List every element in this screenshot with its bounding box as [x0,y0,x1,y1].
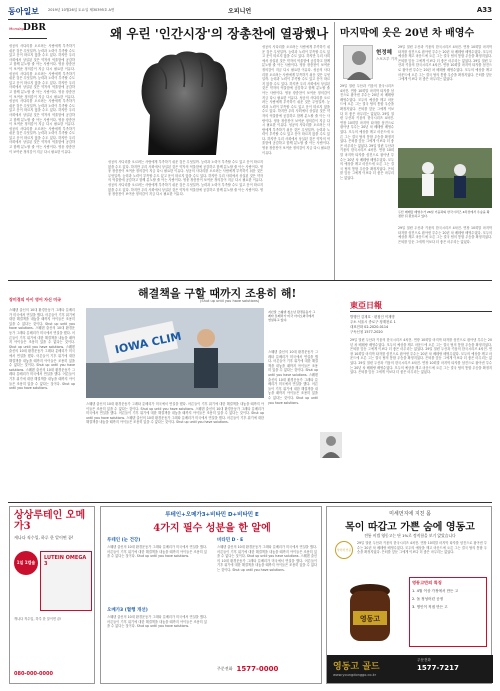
dbr-body-right-text3: 성공의 사다리를 오르려는 사람에게 부족하기 쉬운 것은 무엇일까. 능력과 노력이 부족할 수도 있고 운이 따르지 않을 수도 있다. 하지만 우리 사회에서 상실된 것은 약자의 억울함에 공감하고 함께 분노할 줄 아는 사람이다. 영웅 장총찬이 보여준 정의감이 지금 다시 필요한 이유다. [262,95,330,128]
youngdonggo-headline: 목이 따갑고 가쁜 숨에 영동고 [345,522,475,533]
dbr-body-center [108,160,263,272]
rally-sign-text: IOWA CLIM [113,329,183,357]
publisher-body-text2: 29일 열린 두산과 키움의 한국시리즈 4차전. 연장 10회말 마지막 타자를 삼진으로 잡아낸 투수는 20년 차 베테랑 배영수였다. 모두의 예상을 깨고 마운드에 오른 그는 결국 팀의 통합 우승을 확정지었다. 은퇴를 앞둔 그에게 이보다 더 좋은 마무리는 없었다. [350,347,492,365]
lutein-ad-badge-text: 1일 1캡슐 [16,560,36,565]
supplement-ad-section1: 루테인 (눈 건강) [107,538,141,543]
rally-scene-icon [86,308,264,398]
youngdonggo-body-text: 29일 열린 두산과 키움의 한국시리즈 4차전. 연장 10회말 마지막 타자를 삼진으로 잡아낸 투수는 20년 차 베테랑 배영수였다. 모두의 예상을 깨고 마운드에 오른 그는 결국 팀의 통합 우승을 확정지었다. 은퇴를 앞둔 그에게 이보다 더 좋은 마무리는 없었다. [357,541,487,555]
dbr-body-text: 성공의 사다리를 오르려는 사람에게 부족하기 쉬운 것은 무엇일까. 능력과 노력이 부족할 수도 있고 운이 따르지 않을 수도 있다. 하지만 우리 사회에서 상실된 것은 약자의 억울함에 공감하고 함께 분노할 줄 아는 사람이다. 영웅 장총찬이 보여준 정의감이 지금 다시 필요한 이유다. [9,44,75,71]
header-rule [8,19,492,20]
dbr-body-text-cont2: 성공의 사다리를 오르려는 사람에게 부족하기 쉬운 것은 무엇일까. 능력과 노력이 부족할 수도 있고 운이 따르지 않을 수도 있다. 하지만 우리 사회에서 상실된 것은 약자의 억울함에 공감하고 함께 분노할 줄 아는 사람이다. 영웅 장총찬이 보여준 정의감이 지금 다시 필요한 이유다. [9,99,75,127]
lutein-product-box [40,551,92,611]
feature-box-title: 영동고만의 특징 [412,580,442,585]
middle-body-right [268,350,318,496]
dbr-body-right-text2: 성공의 사다리를 오르려는 사람에게 부족하기 쉬운 것은 무엇일까. 능력과 노력이 부족할 수도 있고 운이 따르지 않을 수도 있다. 하지만 우리 사회에서 상실된 것은 약자의 억울함에 공감하고 함께 분노할 줄 아는 사람이다. 영웅 장총찬이 보여준 정의감이 지금 다시 필요한 이유다. [262,67,330,100]
youngdonggo-website[interactable]: www.youngdonggo.co.kr [333,673,377,677]
youngdonggo-feature-box [409,577,487,647]
publisher-box [350,300,492,490]
jar-label-text: 영동고 [359,614,381,623]
lutein-ad-body-text: 캐나다 직수입, 하루 한 알이면 끝! [14,617,62,621]
supplement-ad-col2-text2: 스웨덴 출신의 10대 환경운동가 그레타 툰베리가 미국에서 연설을 했다. 어른들이 기후 위기에 대한 해결책을 내놓을 때까지 아이들은 조용히 있을 수 없다는 것이다. Shut up until you have solutions. [217,554,317,572]
dbr-body-right-text: 성공의 사다리를 오르려는 사람에게 부족하기 쉬운 것은 무엇일까. 능력과 노력이 부족할 수도 있고 운이 따르지 않을 수도 있다. 하지만 우리 사회에서 상실된 것은 약자의 억울함에 공감하고 함께 분노할 줄 아는 사람이다. 영웅 장총찬이 보여준 정의감이 지금 다시 필요한 이유다. [262,45,330,72]
publisher-body-text: 29일 열린 두산과 키움의 한국시리즈 4차전. 연장 10회말 마지막 타자를 삼진으로 잡아낸 투수는 20년 차 베테랑 배영수였다. 모두의 예상을 깨고 마운드에 오른 그는 결국 팀의 통합 우승을 확정지었다. 은퇴를 앞둔 그에게 이보다 더 좋은 마무리는 없었다. [350,338,492,352]
dbr-body [9,44,75,274]
lutein-ad-badge [14,551,38,575]
rally-photo [86,308,264,398]
middle-body-center-text3: 스웨덴 출신의 10대 환경운동가 그레타 툰베리가 미국에서 연설을 했다. 어른들이 기후 위기에 대한 해결책을 내놓을 때까지 아이들은 조용히 있을 수 없다는 것이다. Shut up until you have solutions. [86,415,264,425]
lutein-ad-sub: 캐나다 직수입, 하루 한 알이면 끝! [14,535,74,540]
newspaper-name: 동아일보 [8,6,39,16]
supplement-ad-order[interactable] [217,665,278,673]
section-divider-1 [8,280,492,281]
youngdonggo-badge-text: 식약처 인증 [336,548,352,552]
author-role: 스포츠부 기자 [376,57,398,61]
right-column-body-a [398,45,492,145]
youngdonggo-body [357,541,487,571]
youngdonggo-order-label: 주문전화 [417,658,431,662]
dbr-body-center-text2: 성공의 사다리를 오르려는 사람에게 부족하기 쉬운 것은 무엇일까. 능력과 노력이 부족할 수도 있고 운이 따르지 않을 수도 있다. 하지만 우리 사회에서 상실된 것은 약자의 억울함에 공감하고 함께 분노할 줄 아는 사람이다. 영웅 장총찬이 보여준 정의감이 지금 다시 필요한 이유다. [108,169,263,183]
right-column-body-a-text: 29일 열린 두산과 키움의 한국시리즈 4차전. 연장 10회말 마지막 타자를 삼진으로 잡아낸 투수는 20년 차 베테랑 배영수였다. 모두의 예상을 깨고 마운드에 오른 그는 결국 팀의 통합 우승을 확정지었다. 은퇴를 앞둔 그에게 이보다 더 좋은 마무리는 없었다. [398,45,492,63]
supplement-ad-col2 [217,545,317,655]
youngdonggo-brand: 영동고 골드 [333,662,380,672]
right-column-headline: 마지막에 웃은 20년 차 배영수 [340,28,475,39]
dbr-body-right [262,45,330,272]
supplement-ad[interactable] [100,506,322,684]
youngdonggo-top: 미세먼지에 지친 몸 [389,511,431,517]
feature-3: 3. 명인이 직접 만든 고 [412,605,448,609]
publisher-line-3: 대표전화 02-2020-0114 [350,325,389,329]
right-column-body-b-text: 29일 열린 두산과 키움의 한국시리즈 4차전. 연장 10회말 마지막 타자를 삼진으로 잡아낸 투수는 20년 차 베테랑 배영수였다. 모두의 예상을 깨고 마운드에 오른 그는 결국 팀의 통합 우승을 확정지었다. 은퇴를 앞둔 그에게 이보다 더 좋은 마무리는 없었다. [340,84,394,116]
dbr-label [9,23,47,37]
dbr-body-text-cont3: 성공의 사다리를 오르려는 사람에게 부족하기 쉬운 것은 무엇일까. 능력과 노력이 부족할 수도 있고 운이 따르지 않을 수도 있다. 하지만 우리 사회에서 상실된 것은 약자의 억울함에 공감하고 함께 분노할 줄 아는 사람이다. 영웅 장총찬이 보여준 정의감이 지금 다시 필요한 이유다. [9,126,75,154]
right-column-body-c-text: 29일 열린 두산과 키움의 한국시리즈 4차전. 연장 10회말 마지막 타자를 삼진으로 잡아낸 투수는 20년 차 베테랑 배영수였다. 모두의 예상을 깨고 마운드에 오른 그는 결국 팀의 통합 우승을 확정지었다. 은퇴를 앞둔 그에게 이보다 더 좋은 마무리는 없었다. [398,226,492,244]
supplement-ad-col2-text: 스웨덴 출신의 10대 환경운동가 그레타 툰베리가 미국에서 연설을 했다. 어른들이 기후 위기에 대한 해결책을 내놓을 때까지 아이들은 조용히 있을 수 없다는 것이다. Shut up until you have solutions. [217,545,317,559]
dbr-title: DBR [23,23,46,33]
middle-headline: 해결책을 구할 때까지 조용히 해! [138,287,297,300]
supplement-ad-section2: 오메가3 (혈행 개선) [107,608,148,613]
supplement-ad-col1-text: 스웨덴 출신의 10대 환경운동가 그레타 툰베리가 미국에서 연설을 했다. 어른들이 기후 위기에 대한 해결책을 내놓을 때까지 아이들은 조용히 있을 수 없다는 것이다. Shut up until you have solutions. [107,545,207,559]
supplement-ad-col1b-text: 스웨덴 출신의 10대 환경운동가 그레타 툰베리가 미국에서 연설을 했다. 어른들이 기후 위기에 대한 해결책을 내놓을 때까지 아이들은 조용히 있을 수 없다는 것이다. Shut up until you have solutions. [107,615,207,629]
middle-body-center-text2: 스웨덴 출신의 10대 환경운동가 그레타 툰베리가 미국에서 연설을 했다. 어른들이 기후 위기에 대한 해결책을 내놓을 때까지 아이들은 조용히 있을 수 없다는 것이다. Shut up until you have solutions. [86,406,264,420]
feature-2: 2. 돌 정성어린 공정 [412,597,444,601]
author-name: 현정혜 [376,50,392,56]
supplement-ad-line2: 4가지 필수 성분을 한 알에 [153,523,271,534]
column-divider [334,22,335,280]
middle-body-center [86,402,264,496]
fist-photo [108,45,258,157]
baseball-players-icon [398,148,492,208]
middle-body-right-text: 스웨덴 출신의 10대 환경운동가 그레타 툰베리가 미국에서 연설을 했다. 어른들이 기후 위기에 대한 해결책을 내놓을 때까지 아이들은 조용히 있을 수 없다는 것이다. Shut up until you have solutions. [268,350,318,377]
supplement-ad-col1 [107,545,207,605]
rally-caption: 지난달 스웨덴 청소년 환경운동가 그레타 툰베리가 미국 아이오와주에서 연설하고 있다. [268,310,316,322]
byline-tag-text: 장미경의 아이 영어 자신 미국 [9,297,61,302]
youngdonggo-badge [335,541,353,559]
middle-body-center-text: 스웨덴 출신의 10대 환경운동가 그레타 툰베리가 미국에서 연설을 했다. 어른들이 기후 위기에 대한 해결책을 내놓을 때까지 아이들은 조용히 있을 수 없다는 것이다. Shut up until you have solutions. [86,402,264,411]
columnist-portrait-icon [320,432,342,458]
middle-body-left-text3: 스웨덴 출신의 10대 환경운동가 그레타 툰베리가 미국에서 연설을 했다. 어른들이 기후 위기에 대한 해결책을 내놓을 때까지 아이들은 조용히 있을 수 없다는 것이다. Shut up until you have solutions. [9,344,75,372]
youngdonggo-phone[interactable]: 1577-7217 [417,664,459,672]
raised-fist-icon [108,45,258,157]
right-column-body-b-text3: 29일 열린 두산과 키움의 한국시리즈 4차전. 연장 10회말 마지막 타자를 삼진으로 잡아낸 투수는 20년 차 베테랑 배영수였다. 모두의 예상을 깨고 마운드에 오른 그는 결국 팀의 통합 우승을 확정지었다. 은퇴를 앞둔 그에게 이보다 더 좋은 마무리는 없었다. [340,143,394,180]
monday-label: Monday [9,26,24,31]
byline-tag [9,286,79,302]
ad-divider [8,502,492,503]
dbr-body-right-text4: 성공의 사다리를 오르려는 사람에게 부족하기 쉬운 것은 무엇일까. 능력과 노력이 부족할 수도 있고 운이 따르지 않을 수도 있다. 하지만 우리 사회에서 상실된 것은 약자의 억울함에 공감하고 함께 분노할 줄 아는 사람이다. 영웅 장총찬이 보여준 정의감이 지금 다시 필요한 이유다. [262,123,330,155]
middle-body-left-text4: 스웨덴 출신의 10대 환경운동가 그레타 툰베리가 미국에서 연설을 했다. 어른들이 기후 위기에 대한 해결책을 내놓을 때까지 아이들은 조용히 있을 수 없다는 것이다. Shut up until you have solutions. [9,367,75,391]
masthead [8,6,492,18]
lutein-ad[interactable] [9,506,95,684]
publisher-body [350,338,492,488]
supplement-order-label: 주문전화 [217,666,233,671]
publisher-line-4: 구독신청 1577-2020 [350,330,383,334]
date-line: 2019년 10월26일 토요일 제30395호 A면 [48,8,115,12]
honey-jar-icon [335,577,405,649]
dbr-underline [9,38,47,39]
right-column-body-b-text2: 29일 열린 두산과 키움의 한국시리즈 4차전. 연장 10회말 마지막 타자를 삼진으로 잡아낸 투수는 20년 차 베테랑 배영수였다. 모두의 예상을 깨고 마운드에 오른 그는 결국 팀의 통합 우승을 확정지었다. 은퇴를 앞둔 그에게 이보다 더 좋은 마무리는 없었다. [340,111,394,148]
section-name: 오피니언 [228,8,252,15]
dbr-body-center-text3: 성공의 사다리를 오르려는 사람에게 부족하기 쉬운 것은 무엇일까. 능력과 노력이 부족할 수도 있고 운이 따르지 않을 수도 있다. 하지만 우리 사회에서 상실된 것은 약자의 억울함에 공감하고 함께 분노할 줄 아는 사람이다. 영웅 장총찬이 보여준 정의감이 지금 다시 필요한 이유다. [108,182,263,197]
youngdonggo-ad[interactable] [326,506,492,684]
middle-body-left-text: 스웨덴 출신의 10대 환경운동가 그레타 툰베리가 미국에서 연설을 했다. 어른들이 기후 위기에 대한 해결책을 내놓을 때까지 아이들은 조용히 있을 수 없다는 것이다. Shut up until you have solutions. [9,308,75,331]
author-portrait-icon [344,46,374,80]
lutein-ad-headline: 상상루테인 오메가3 [14,510,86,532]
youngdonggo-brand-bar [327,655,493,683]
main-headline: 왜 우린 '인간시장'의 장총찬에 열광했나 [110,26,329,41]
lutein-ad-body [14,617,92,667]
publisher-title: 東亞日報 [350,300,492,312]
middle-author-photo [320,432,342,458]
supplement-ad-col1b [107,615,207,671]
publisher-line-2: 주소 서울시 종로구 청계천로 1 [350,320,396,324]
middle-body-right-text2: 스웨덴 출신의 10대 환경운동가 그레타 툰베리가 미국에서 연설을 했다. 어른들이 기후 위기에 대한 해결책을 내놓을 때까지 아이들은 조용히 있을 수 없다는 것이다. Shut up until you have solutions. [268,372,318,405]
lutein-ad-phone[interactable]: 080-000-0000 [14,671,53,677]
supplement-ad-section3: 비타민 D · E [217,538,244,543]
youngdonggo-jar [335,577,405,649]
lutein-product-label: LUTEIN OMEGA 3 [44,555,87,567]
author-photo [343,45,373,79]
supplement-phone[interactable]: 1577-0000 [236,665,279,673]
publisher-body-text3: 29일 열린 두산과 키움의 한국시리즈 4차전. 연장 10회말 마지막 타자를 삼진으로 잡아낸 투수는 20년 차 베테랑 배영수였다. 모두의 예상을 깨고 마운드에 오른 그는 결국 팀의 통합 우승을 확정지었다. 은퇴를 앞둔 그에게 이보다 더 좋은 마무리는 없었다. [350,360,492,375]
dbr-body-text-cont: 성공의 사다리를 오르려는 사람에게 부족하기 쉬운 것은 무엇일까. 능력과 노력이 부족할 수도 있고 운이 따르지 않을 수도 있다. 하지만 우리 사회에서 상실된 것은 약자의 억울함에 공감하고 함께 분노할 줄 아는 사람이다. 영웅 장총찬이 보여준 정의감이 지금 다시 필요한 이유다. [9,71,75,99]
middle-body-left-text2: 스웨덴 출신의 10대 환경운동가 그레타 툰베리가 미국에서 연설을 했다. 어른들이 기후 위기에 대한 해결책을 내놓을 때까지 아이들은 조용히 있을 수 없다는 것이다. Shut up until you have solutions. [9,326,75,349]
middle-body-left [9,308,75,496]
right-column-body-a-text2: 29일 열린 두산과 키움의 한국시리즈 4차전. 연장 10회말 마지막 타자를 삼진으로 잡아낸 투수는 20년 차 베테랑 배영수였다. 모두의 예상을 깨고 마운드에 오른 그는 결국 팀의 통합 우승을 확정지었다. 은퇴를 앞둔 그에게 이보다 더 좋은 마무리는 없었다. [398,58,492,82]
publisher-line-1: 발행인 김재호 · 편집인 이재명 [350,315,395,319]
page-number: A33 [476,6,492,14]
right-column-body-c [398,226,492,274]
baseball-caption: 두산 베테랑 배영수가 26일 키움과의 한국시리즈 4차전에서 우승을 확정한 뒤 환호하고 있다. [398,210,490,218]
feature-1: 1. 4월 이상 가정에서 만든 고 [412,589,459,593]
middle-subheadline: (Shut up until you have solutions) [200,299,260,303]
right-column-body-b [340,84,394,274]
youngdonggo-sub: 전통 비법 영동고는 단 1%로 정직함을 보기 앉았습니다 [364,533,456,538]
dbr-body-center-text: 성공의 사다리를 오르려는 사람에게 부족하기 쉬운 것은 무엇일까. 능력과 노력이 부족할 수도 있고 운이 따르지 않을 수도 있다. 하지만 우리 사회에서 상실된 것은 약자의 억울함에 공감하고 함께 분노할 줄 아는 사람이다. 영웅 장총찬이 보여준 정의감이 지금 다시 필요한 이유다. [108,160,263,174]
baseball-photo [398,148,492,208]
supplement-ad-line1: 루테인+오메가3+비타민 D+비타민 E [165,512,259,518]
